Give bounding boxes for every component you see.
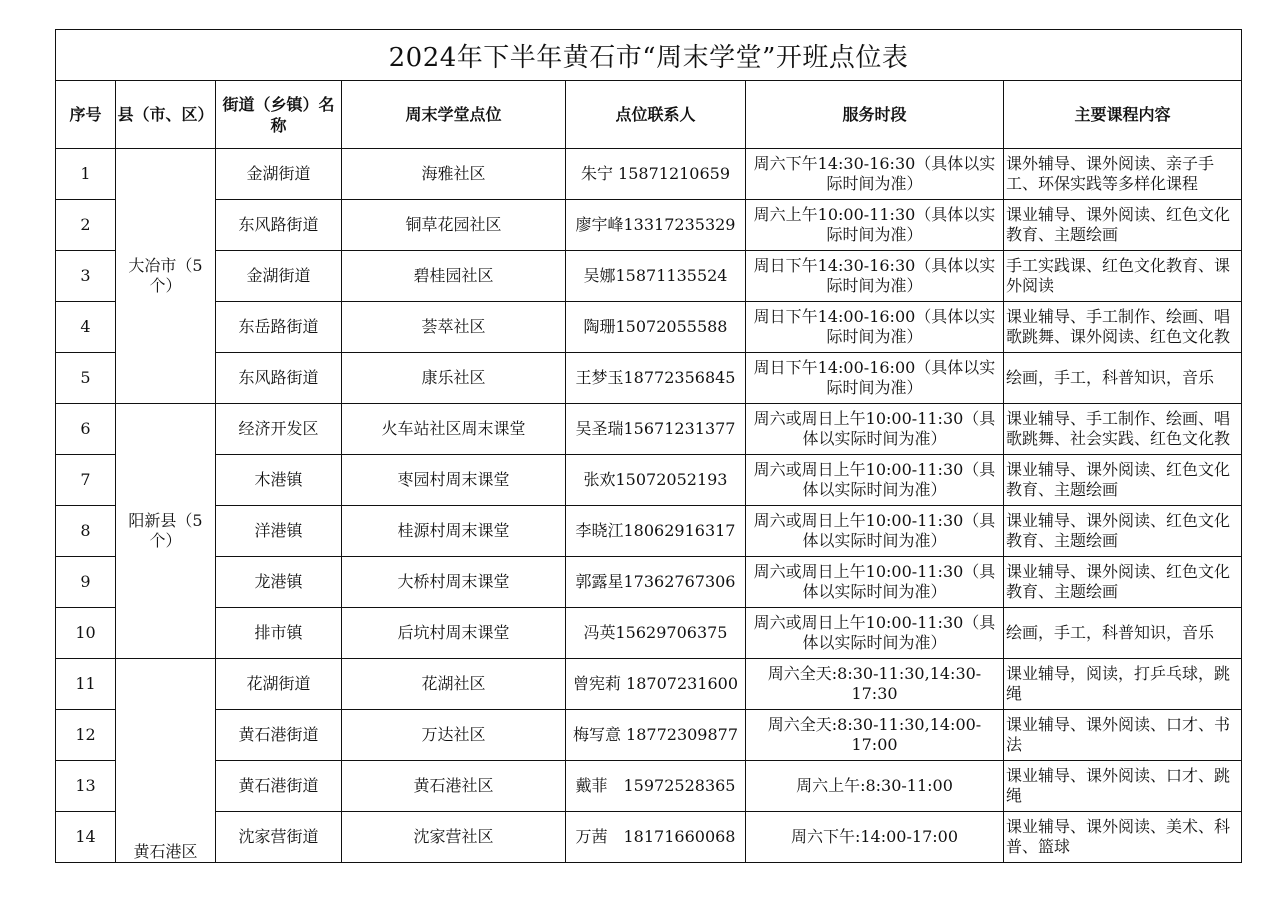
course-cell (1004, 659, 1242, 710)
row-number-cell: 10 (56, 608, 116, 659)
county-label: 黄石港区 (133, 842, 198, 861)
time-text: 周日下午14:00-16:00（具体以实际时间为准） (753, 307, 996, 346)
time-text: 周六下午14:30-16:30（具体以实际时间为准） (753, 154, 996, 193)
time-text: 周日下午14:00-16:00（具体以实际时间为准） (753, 358, 996, 397)
course-text: 手工实践课、红色文化教育、课外阅读 (1006, 256, 1231, 295)
time-text: 周六或周日上午10:00-11:30（具体以实际时间为准） (753, 511, 996, 550)
row-number-cell: 4 (56, 302, 116, 353)
course-text: 课业辅导，阅读，打乒乓球，跳绳 (1006, 664, 1231, 703)
contact-cell: 郭露星17362767306 (566, 557, 746, 608)
time-cell (746, 608, 1004, 659)
street-cell: 黄石港街道 (216, 761, 342, 812)
header-row (56, 81, 1242, 149)
time-text: 周六或周日上午10:00-11:30（具体以实际时间为准） (753, 613, 996, 652)
course-cell (1004, 251, 1242, 302)
course-cell (1004, 557, 1242, 608)
course-cell (1004, 149, 1242, 200)
site-cell: 后坑村周末课堂 (342, 608, 566, 659)
street-cell: 洋港镇 (216, 506, 342, 557)
course-cell (1004, 506, 1242, 557)
row-number-cell: 3 (56, 251, 116, 302)
time-text: 周日下午14:30-16:30（具体以实际时间为准） (753, 256, 996, 295)
header-contact: 点位联系人 (566, 81, 746, 149)
schedule-table (55, 29, 1242, 863)
table-title: 2024年下半年黄石市“周末学堂”开班点位表 (56, 30, 1242, 81)
time-text: 周六上午:8:30-11:00 (796, 776, 953, 795)
site-cell: 沈家营社区 (342, 812, 566, 863)
contact-cell: 廖宇峰13317235329 (566, 200, 746, 251)
street-cell: 木港镇 (216, 455, 342, 506)
header-course: 主要课程内容 (1004, 81, 1242, 149)
street-cell: 东岳路街道 (216, 302, 342, 353)
course-text: 课业辅导、课外阅读、红色文化教育、主题绘画 (1006, 511, 1231, 550)
course-text: 课业辅导、课外阅读、美术、科普、篮球 (1006, 817, 1231, 856)
time-text: 周六全天:8:30-11:30,14:30-17:30 (767, 664, 982, 703)
time-cell (746, 353, 1004, 404)
course-text: 课外辅导、课外阅读、亲子手工、环保实践等多样化课程 (1006, 154, 1215, 193)
contact-cell: 张欢15072052193 (566, 455, 746, 506)
county-label: 大冶市（5个） (128, 256, 203, 295)
time-cell (746, 200, 1004, 251)
contact-cell: 曾宪莉 18707231600 (566, 659, 746, 710)
row-number-cell: 2 (56, 200, 116, 251)
course-text: 课业辅导、课外阅读、红色文化教育、主题绘画 (1006, 562, 1231, 601)
contact-cell: 万茜 18171660068 (566, 812, 746, 863)
county-cell (116, 659, 216, 863)
contact-cell: 王梦玉18772356845 (566, 353, 746, 404)
site-cell: 海雅社区 (342, 149, 566, 200)
street-cell: 金湖街道 (216, 251, 342, 302)
table-row (56, 200, 1242, 251)
course-text: 课业辅导、课外阅读、口才、跳绳 (1006, 766, 1231, 805)
time-text: 周六或周日上午10:00-11:30（具体以实际时间为准） (753, 460, 996, 499)
row-number-cell: 7 (56, 455, 116, 506)
course-text: 课业辅导、课外阅读、口才、书法 (1006, 715, 1231, 754)
time-text: 周六或周日上午10:00-11:30（具体以实际时间为准） (753, 562, 996, 601)
course-text: 绘画，手工，科普知识，音乐 (1006, 368, 1215, 387)
row-number-cell: 12 (56, 710, 116, 761)
time-text: 周六或周日上午10:00-11:30（具体以实际时间为准） (753, 409, 996, 448)
header-county: 县（市、区） (116, 81, 216, 149)
county-label: 阳新县（5个） (128, 511, 203, 550)
header-time: 服务时段 (746, 81, 1004, 149)
table-row (56, 812, 1242, 863)
table-row (56, 455, 1242, 506)
course-text: 课业辅导、手工制作、绘画、唱歌跳舞、课外阅读、红色文化教 (1006, 307, 1231, 346)
street-cell: 黄石港街道 (216, 710, 342, 761)
contact-cell: 吴圣瑞15671231377 (566, 404, 746, 455)
time-cell (746, 149, 1004, 200)
table-row (56, 659, 1242, 710)
table-row (56, 608, 1242, 659)
table-row (56, 353, 1242, 404)
table-row (56, 506, 1242, 557)
contact-cell: 李晓江18062916317 (566, 506, 746, 557)
time-text: 周六下午:14:00-17:00 (790, 827, 959, 846)
street-cell: 龙港镇 (216, 557, 342, 608)
course-text: 课业辅导、手工制作、绘画、唱歌跳舞、社会实践、红色文化教 (1006, 409, 1231, 448)
street-cell: 沈家营街道 (216, 812, 342, 863)
time-cell (746, 251, 1004, 302)
time-cell (746, 710, 1004, 761)
course-cell (1004, 761, 1242, 812)
street-cell: 花湖街道 (216, 659, 342, 710)
time-cell (746, 506, 1004, 557)
course-cell (1004, 812, 1242, 863)
time-cell (746, 812, 1004, 863)
contact-cell: 戴菲 15972528365 (566, 761, 746, 812)
site-cell: 花湖社区 (342, 659, 566, 710)
time-cell (746, 455, 1004, 506)
site-cell: 铜草花园社区 (342, 200, 566, 251)
row-number-cell: 11 (56, 659, 116, 710)
header-street: 街道（乡镇）名称 (216, 81, 342, 149)
table-row (56, 404, 1242, 455)
site-cell: 枣园村周末课堂 (342, 455, 566, 506)
site-cell: 荟萃社区 (342, 302, 566, 353)
site-cell: 黄石港社区 (342, 761, 566, 812)
row-number-cell: 5 (56, 353, 116, 404)
row-number-cell: 6 (56, 404, 116, 455)
course-cell (1004, 302, 1242, 353)
time-cell (746, 557, 1004, 608)
table-row (56, 761, 1242, 812)
contact-cell: 朱宁 15871210659 (566, 149, 746, 200)
county-cell (116, 149, 216, 404)
course-cell (1004, 710, 1242, 761)
course-cell (1004, 404, 1242, 455)
contact-cell: 吴娜15871135524 (566, 251, 746, 302)
course-cell (1004, 353, 1242, 404)
row-number-cell: 14 (56, 812, 116, 863)
course-cell (1004, 200, 1242, 251)
course-text: 课业辅导、课外阅读、红色文化教育、主题绘画 (1006, 205, 1231, 244)
street-cell: 金湖街道 (216, 149, 342, 200)
time-cell (746, 404, 1004, 455)
site-cell: 碧桂园社区 (342, 251, 566, 302)
table-row (56, 557, 1242, 608)
county-cell (116, 404, 216, 659)
row-number-cell: 1 (56, 149, 116, 200)
time-text: 周六全天:8:30-11:30,14:00-17:00 (767, 715, 982, 754)
time-cell (746, 302, 1004, 353)
time-text: 周六上午10:00-11:30（具体以实际时间为准） (753, 205, 996, 244)
table-row (56, 302, 1242, 353)
site-cell: 万达社区 (342, 710, 566, 761)
contact-cell: 陶珊15072055588 (566, 302, 746, 353)
table-row (56, 710, 1242, 761)
site-cell: 康乐社区 (342, 353, 566, 404)
row-number-cell: 8 (56, 506, 116, 557)
street-cell: 排市镇 (216, 608, 342, 659)
time-cell (746, 761, 1004, 812)
row-number-cell: 9 (56, 557, 116, 608)
row-number-cell: 13 (56, 761, 116, 812)
street-cell: 东风路街道 (216, 353, 342, 404)
time-cell (746, 659, 1004, 710)
table-body (56, 149, 1242, 863)
course-text: 课业辅导、课外阅读、红色文化教育、主题绘画 (1006, 460, 1231, 499)
header-site: 周末学堂点位 (342, 81, 566, 149)
course-cell (1004, 608, 1242, 659)
site-cell: 火车站社区周末课堂 (342, 404, 566, 455)
header-no: 序号 (56, 81, 116, 149)
contact-cell: 冯英15629706375 (566, 608, 746, 659)
course-cell (1004, 455, 1242, 506)
site-cell: 桂源村周末课堂 (342, 506, 566, 557)
table-row (56, 149, 1242, 200)
site-cell: 大桥村周末课堂 (342, 557, 566, 608)
course-text: 绘画，手工，科普知识，音乐 (1006, 623, 1215, 642)
contact-cell: 梅写意 18772309877 (566, 710, 746, 761)
street-cell: 东风路街道 (216, 200, 342, 251)
table-row (56, 251, 1242, 302)
street-cell: 经济开发区 (216, 404, 342, 455)
